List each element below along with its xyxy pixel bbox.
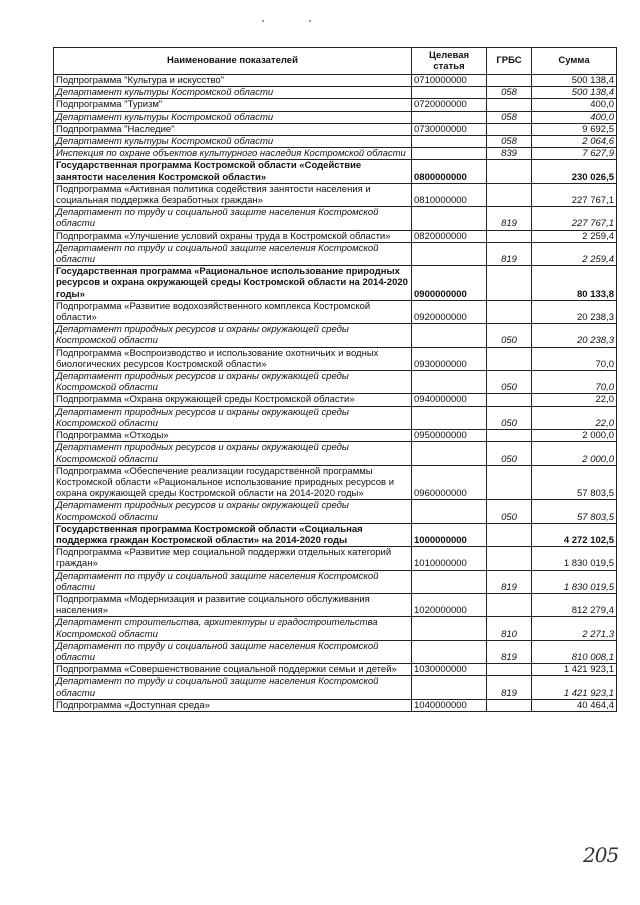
- row-sum: 9 692,5: [532, 123, 617, 135]
- row-grbs: [487, 593, 532, 616]
- row-name: Государственная программа Костромской области «Содействие занятости населения Костромской области»: [54, 160, 412, 183]
- table-row: [54, 160, 617, 183]
- row-name: Департамент природных ресурсов и охраны окружающей среды Костромской области: [54, 324, 412, 347]
- row-target-article: [412, 207, 487, 230]
- row-target-article: 1010000000: [412, 547, 487, 570]
- row-grbs: 050: [487, 500, 532, 523]
- row-grbs: [487, 160, 532, 183]
- row-target-article: [412, 406, 487, 429]
- row-sum: 810 008,1: [532, 640, 617, 663]
- row-name: Инспекция по охране объектов культурного наследия Костромской области: [54, 148, 412, 160]
- row-sum: 22,0: [532, 406, 617, 429]
- row-target-article: 1040000000: [412, 699, 487, 711]
- row-grbs: [487, 75, 532, 87]
- table-row: [54, 207, 617, 230]
- row-name: Департамент природных ресурсов и охраны окружающей среды Костромской области: [54, 406, 412, 429]
- row-sum: 500 138,4: [532, 87, 617, 99]
- page-number: 205: [583, 843, 619, 867]
- row-grbs: 819: [487, 676, 532, 699]
- table-row: [54, 664, 617, 676]
- row-grbs: 050: [487, 324, 532, 347]
- row-target-article: [412, 676, 487, 699]
- table-row: [54, 547, 617, 570]
- row-sum: 2 000,0: [532, 442, 617, 465]
- row-grbs: [487, 99, 532, 111]
- table-row: [54, 300, 617, 323]
- row-target-article: [412, 500, 487, 523]
- row-grbs: [487, 230, 532, 242]
- row-grbs: [487, 699, 532, 711]
- table-row: [54, 442, 617, 465]
- row-target-article: 0900000000: [412, 266, 487, 301]
- budget-table: [53, 47, 617, 712]
- row-target-article: 0960000000: [412, 465, 487, 500]
- row-name: Департамент по труду и социальной защите населения Костромской области: [54, 207, 412, 230]
- row-grbs: 050: [487, 406, 532, 429]
- row-grbs: [487, 266, 532, 301]
- row-sum: 1 421 923,1: [532, 676, 617, 699]
- table-row: [54, 123, 617, 135]
- row-grbs: 050: [487, 371, 532, 394]
- row-target-article: 0940000000: [412, 394, 487, 406]
- table-row: [54, 570, 617, 593]
- row-name: Департамент культуры Костромской области: [54, 111, 412, 123]
- row-name: Подпрограмма «Развитие мер социальной поддержки отдельных категорий граждан»: [54, 547, 412, 570]
- row-name: Департамент по труду и социальной защите населения Костромской области: [54, 242, 412, 265]
- table-row: [54, 99, 617, 111]
- row-grbs: [487, 523, 532, 546]
- row-name: Департамент по труду и социальной защите населения Костромской области: [54, 676, 412, 699]
- row-sum: 22,0: [532, 394, 617, 406]
- table-body: [54, 75, 617, 712]
- table-row: [54, 465, 617, 500]
- row-name: Государственная программа «Рациональное использование природных ресурсов и охрана окружающей среды Костромской области на 2014-2020 годы»: [54, 266, 412, 301]
- row-grbs: 058: [487, 136, 532, 148]
- row-sum: 230 026,5: [532, 160, 617, 183]
- table-row: [54, 183, 617, 206]
- row-sum: 70,0: [532, 347, 617, 370]
- row-sum: 57 803,5: [532, 465, 617, 500]
- row-grbs: [487, 430, 532, 442]
- row-name: Департамент по труду и социальной защите населения Костромской области: [54, 570, 412, 593]
- row-name: Подпрограмма «Обеспечение реализации государственной программы Костромской области «Рациональное использование природных ресурсов и охрана окружающей среды Костромской области на 2014-2020 годы»: [54, 465, 412, 500]
- row-name: Подпрограмма «Воспроизводство и использование охотничьих и водных биологических ресурсов Костромской области»: [54, 347, 412, 370]
- row-name: Подпрограмма «Активная политика содействия занятости населения и социальная поддержка безработных граждан»: [54, 183, 412, 206]
- scan-speck: [262, 20, 264, 22]
- row-sum: 40 464,4: [532, 699, 617, 711]
- row-target-article: 0930000000: [412, 347, 487, 370]
- row-target-article: [412, 371, 487, 394]
- row-name: Департамент строительства, архитектуры и градостроительства Костромской области: [54, 617, 412, 640]
- row-grbs: [487, 300, 532, 323]
- table-row: [54, 699, 617, 711]
- row-target-article: 0920000000: [412, 300, 487, 323]
- row-target-article: 0800000000: [412, 160, 487, 183]
- table-row: [54, 148, 617, 160]
- table-row: [54, 347, 617, 370]
- row-grbs: 839: [487, 148, 532, 160]
- row-name: Подпрограмма «Доступная среда»: [54, 699, 412, 711]
- row-grbs: [487, 347, 532, 370]
- table-header-row: [54, 48, 617, 75]
- row-sum: 4 272 102,5: [532, 523, 617, 546]
- row-sum: 400,0: [532, 99, 617, 111]
- table-row: [54, 75, 617, 87]
- table-row: [54, 676, 617, 699]
- row-target-article: [412, 640, 487, 663]
- header-target-article: Целевая статья: [412, 48, 487, 75]
- row-sum: 2 064,6: [532, 136, 617, 148]
- row-target-article: [412, 242, 487, 265]
- header-sum: Сумма: [532, 48, 617, 75]
- row-name: Департамент природных ресурсов и охраны окружающей среды Костромской области: [54, 500, 412, 523]
- row-target-article: [412, 111, 487, 123]
- row-sum: 1 830 019,5: [532, 547, 617, 570]
- row-grbs: 819: [487, 640, 532, 663]
- row-target-article: 1020000000: [412, 593, 487, 616]
- table-row: [54, 500, 617, 523]
- table-row: [54, 406, 617, 429]
- row-sum: 400,0: [532, 111, 617, 123]
- row-target-article: 0730000000: [412, 123, 487, 135]
- row-name: Подпрограмма "Культура и искусство": [54, 75, 412, 87]
- row-sum: 2 259,4: [532, 230, 617, 242]
- row-target-article: [412, 442, 487, 465]
- row-sum: 80 133,8: [532, 266, 617, 301]
- row-target-article: [412, 136, 487, 148]
- row-sum: 20 238,3: [532, 324, 617, 347]
- table-row: [54, 523, 617, 546]
- budget-page: [53, 47, 616, 712]
- table-row: [54, 136, 617, 148]
- scan-speck: [309, 20, 311, 22]
- row-name: Подпрограмма «Совершенствование социальной поддержки семьи и детей»: [54, 664, 412, 676]
- table-row: [54, 394, 617, 406]
- table-row: [54, 371, 617, 394]
- row-grbs: 050: [487, 442, 532, 465]
- row-name: Департамент культуры Костромской области: [54, 136, 412, 148]
- row-grbs: 819: [487, 207, 532, 230]
- row-target-article: [412, 617, 487, 640]
- row-grbs: [487, 465, 532, 500]
- row-name: Подпрограмма «Развитие водохозяйственного комплекса Костромской области»: [54, 300, 412, 323]
- row-target-article: [412, 570, 487, 593]
- row-grbs: [487, 547, 532, 570]
- row-name: Государственная программа Костромской области «Социальная поддержка граждан Костромской области» на 2014-2020 годы: [54, 523, 412, 546]
- row-target-article: 0710000000: [412, 75, 487, 87]
- header-grbs: ГРБС: [487, 48, 532, 75]
- row-target-article: 1000000000: [412, 523, 487, 546]
- row-target-article: [412, 87, 487, 99]
- row-grbs: 058: [487, 111, 532, 123]
- table-row: [54, 593, 617, 616]
- table-row: [54, 242, 617, 265]
- row-target-article: 1030000000: [412, 664, 487, 676]
- row-sum: 57 803,5: [532, 500, 617, 523]
- row-name: Департамент природных ресурсов и охраны окружающей среды Костромской области: [54, 442, 412, 465]
- row-grbs: [487, 123, 532, 135]
- table-row: [54, 617, 617, 640]
- table-row: [54, 230, 617, 242]
- row-sum: 500 138,4: [532, 75, 617, 87]
- row-sum: 1 830 019,5: [532, 570, 617, 593]
- row-name: Подпрограмма «Улучшение условий охраны труда в Костромской области»: [54, 230, 412, 242]
- table-row: [54, 266, 617, 301]
- row-target-article: 0810000000: [412, 183, 487, 206]
- row-name: Подпрограмма "Наследие": [54, 123, 412, 135]
- row-grbs: [487, 183, 532, 206]
- row-sum: 20 238,3: [532, 300, 617, 323]
- row-sum: 227 767,1: [532, 207, 617, 230]
- row-name: Департамент культуры Костромской области: [54, 87, 412, 99]
- table-row: [54, 640, 617, 663]
- row-sum: 812 279,4: [532, 593, 617, 616]
- row-name: Департамент природных ресурсов и охраны окружающей среды Костромской области: [54, 371, 412, 394]
- row-name: Подпрограмма "Туризм": [54, 99, 412, 111]
- row-grbs: 058: [487, 87, 532, 99]
- table-row: [54, 111, 617, 123]
- row-grbs: [487, 664, 532, 676]
- row-grbs: [487, 394, 532, 406]
- row-target-article: [412, 324, 487, 347]
- table-row: [54, 430, 617, 442]
- row-target-article: [412, 148, 487, 160]
- row-name: Подпрограмма «Охрана окружающей среды Костромской области»: [54, 394, 412, 406]
- row-sum: 2 000,0: [532, 430, 617, 442]
- row-sum: 2 271,3: [532, 617, 617, 640]
- row-grbs: 819: [487, 242, 532, 265]
- row-name: Подпрограмма «Модернизация и развитие социального обслуживания населения»: [54, 593, 412, 616]
- row-sum: 1 421 923,1: [532, 664, 617, 676]
- row-grbs: 810: [487, 617, 532, 640]
- row-target-article: 0820000000: [412, 230, 487, 242]
- row-sum: 7 627,9: [532, 148, 617, 160]
- row-sum: 2 259,4: [532, 242, 617, 265]
- table-row: [54, 87, 617, 99]
- row-target-article: 0950000000: [412, 430, 487, 442]
- header-name: Наименование показателей: [54, 48, 412, 75]
- row-name: Подпрограмма «Отходы»: [54, 430, 412, 442]
- row-target-article: 0720000000: [412, 99, 487, 111]
- table-row: [54, 324, 617, 347]
- row-sum: 70,0: [532, 371, 617, 394]
- row-grbs: 819: [487, 570, 532, 593]
- row-name: Департамент по труду и социальной защите населения Костромской области: [54, 640, 412, 663]
- row-sum: 227 767,1: [532, 183, 617, 206]
